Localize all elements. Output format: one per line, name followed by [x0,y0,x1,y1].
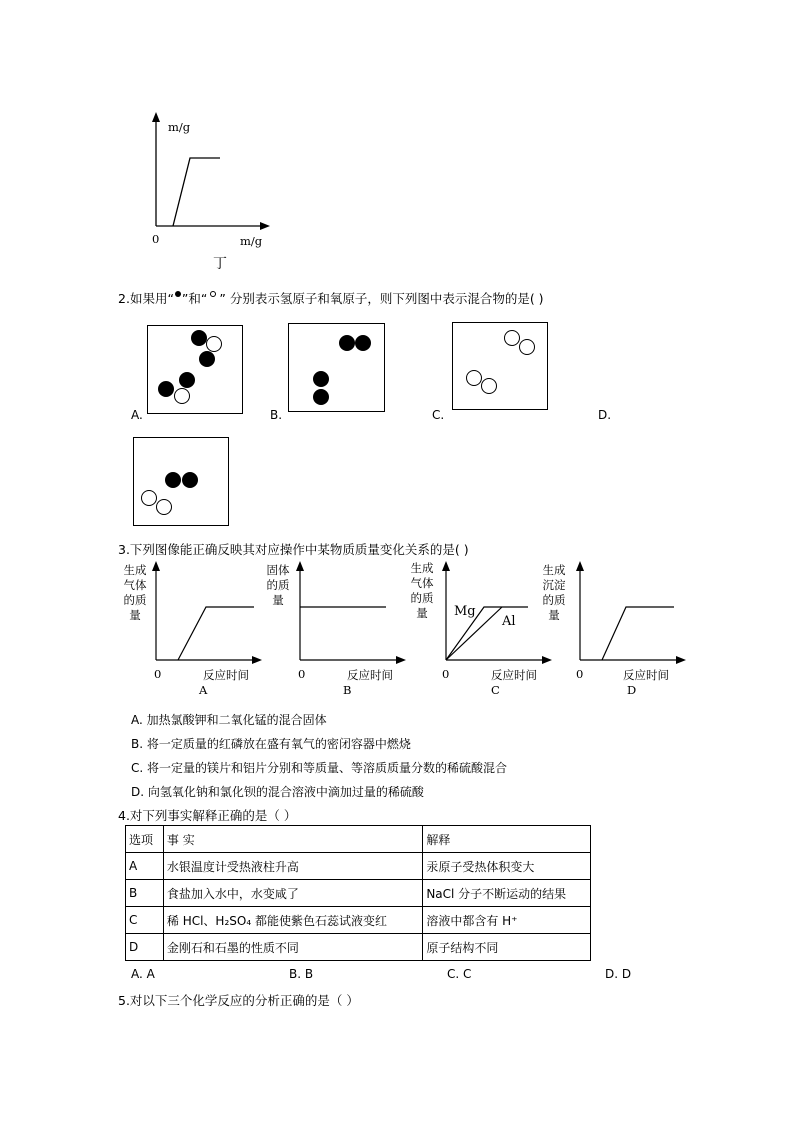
cell-option: A [126,853,164,880]
figure-ding-caption: 丁 [213,256,227,272]
hydrogen-atom [191,330,207,346]
graph-c-y-label: 生成 气体 的质 量 [410,561,434,620]
hydrogen-atom [355,335,371,351]
q4-option-b[interactable]: B. B [289,967,314,981]
hydrogen-atom [313,389,329,405]
q4-option-c[interactable]: C. C [447,967,472,981]
oxygen-atom [481,378,497,394]
graph-a-origin: 0 [154,667,162,681]
oxygen-atom-icon [210,291,216,297]
graph-b-letter: B [343,683,352,697]
q2-option-b-diagram [288,323,385,412]
hydrogen-atom [158,381,174,397]
hydrogen-atom [165,472,181,488]
graph-d-y-label: 生成 沉淀 的质 量 [542,563,566,622]
q2-number: 2. [118,291,130,306]
q2-option-a-label[interactable]: A. [131,408,143,422]
header-fact: 事 实 [163,826,422,853]
header-option: 选项 [126,826,164,853]
oxygen-atom [206,336,222,352]
figure-ding-x-label: m/g [240,234,263,248]
oxygen-atom [141,490,157,506]
graph-c-x-label: 反应时间 [491,668,537,682]
q3-option-b[interactable]: B. 将一定质量的红磷放在盛有氧气的密闭容器中燃烧 [131,737,411,751]
table-row [126,853,591,880]
hydrogen-atom [199,351,215,367]
oxygen-atom [519,339,535,355]
hydrogen-atom [339,335,355,351]
graph-a [150,560,270,670]
question-3: 3.下列图像能正确反映其对应操作中某物质质量变化关系的是( ) [118,542,469,557]
table-row [126,880,591,907]
cell-fact: 金刚石和石墨的性质不同 [163,934,422,961]
graph-c-origin: 0 [442,667,450,681]
q2-option-d-label[interactable]: D. [598,408,612,422]
graph-a-y-label: 生成 气体 的质 量 [123,563,147,622]
q3-option-c[interactable]: C. 将一定量的镁片和铝片分别和等质量、等溶质质量分数的稀硫酸混合 [131,761,508,775]
cell-option: C [126,907,164,934]
hydrogen-atom-icon [175,291,181,297]
cell-fact: 食盐加入水中，水变咸了 [163,880,422,907]
q4-table [125,825,591,961]
q4-option-a[interactable]: A. A [131,967,155,981]
graph-b-origin: 0 [298,667,306,681]
question-2 [118,289,544,307]
oxygen-atom [466,370,482,386]
graph-d-letter: D [627,683,637,697]
graph-a-letter: A [199,683,208,697]
q2-option-c-diagram [452,322,548,410]
graph-d-origin: 0 [576,667,584,681]
q2-text-1: 如果用“ [129,291,174,306]
q2-text-3: ” 分别表示氢原子和氧原子，则下列图中表示混合物的是( ) [219,291,544,306]
graph-b-y-label: 固体 的质 量 [266,563,290,607]
oxygen-atom [504,330,520,346]
graph-b-x-label: 反应时间 [347,668,393,682]
q4-option-d[interactable]: D. D [605,967,632,981]
q3-option-d[interactable]: D. 向氢氧化钠和氯化钡的混合溶液中滴加过量的稀硫酸 [131,785,424,799]
table-row [126,907,591,934]
figure-ding-origin: 0 [152,232,160,246]
figure-ding-y-label: m/g [168,120,191,134]
hydrogen-atom [182,472,198,488]
cell-explanation: NaCl 分子不断运动的结果 [423,880,591,907]
cell-option: D [126,934,164,961]
cell-explanation: 汞原子受热体积变大 [423,853,591,880]
table-header-row [126,826,591,853]
q2-option-a-diagram [147,325,243,414]
cell-fact: 水银温度计受热液柱升高 [163,853,422,880]
question-5: 5.对以下三个化学反应的分析正确的是（ ） [118,993,359,1008]
q2-option-b-label[interactable]: B. [270,408,283,422]
figure-ding-graph [140,110,280,250]
q3-option-a[interactable]: A. 加热氯酸钾和二氧化锰的混合固体 [131,713,327,727]
figure-ding [140,110,280,275]
graph-d-x-label: 反应时间 [623,668,669,682]
q2-option-c-label[interactable]: C. [432,408,445,422]
table-row [126,934,591,961]
cell-fact: 稀 HCl、H₂SO₄ 都能使紫色石蕊试液变红 [163,907,422,934]
header-explanation: 解释 [423,826,591,853]
q2-text-2: ”和“ [181,291,208,306]
oxygen-atom [174,388,190,404]
graph-c-al-label: Al [502,614,516,629]
cell-explanation: 溶液中都含有 H⁺ [423,907,591,934]
graph-c-mg-label: Mg [454,604,476,619]
cell-option: B [126,880,164,907]
graph-d [574,560,694,670]
question-4: 4.对下列事实解释正确的是（ ） [118,808,297,823]
cell-explanation: 原子结构不同 [423,934,591,961]
graph-c-letter: C [491,683,500,697]
hydrogen-atom [179,372,195,388]
oxygen-atom [156,499,172,515]
graph-a-x-label: 反应时间 [203,668,249,682]
graph-b [294,560,414,670]
q2-option-d-diagram [133,437,229,526]
hydrogen-atom [313,371,329,387]
